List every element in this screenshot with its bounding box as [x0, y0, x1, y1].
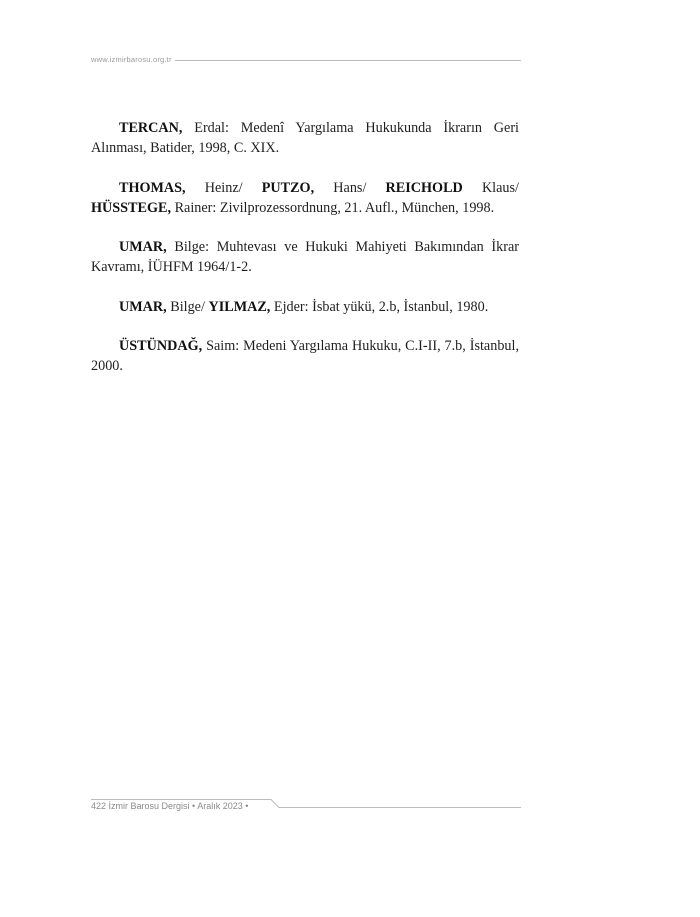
citation-text: Ejder: İsbat yükü, 2.b, İstanbul, 1980. — [270, 298, 489, 315]
citation-text: Saim: Medeni Yargılama Hukuku, C.I-II, 7.b, İstanbul, 2000. — [91, 338, 519, 374]
author-name: HÜSSTEGE, — [91, 199, 172, 216]
header-rule — [171, 60, 521, 61]
bibliography-entry — [91, 336, 519, 376]
author-name: PUTZO, — [261, 179, 315, 196]
citation-text: Hans/ — [314, 179, 386, 196]
bibliography-entry — [91, 178, 519, 218]
citation-text: Bilge/ — [166, 298, 209, 315]
footer-text: 422 İzmir Barosu Dergisi • Aralık 2023 • — [91, 801, 249, 811]
bibliography-entry — [91, 297, 519, 317]
citation-text: Klaus/ — [462, 179, 519, 196]
citation-text: Heinz/ — [185, 179, 262, 196]
page-footer — [91, 797, 521, 817]
author-name: THOMAS, — [119, 179, 186, 196]
header-url: www.izmirbarosu.org.tr — [91, 54, 175, 66]
page-header — [91, 54, 521, 66]
citation-text: Bilge: Muhtevası ve Hukuki Mahiyeti Bakımından İkrar Kavramı, İÜHFM 1964/1-2. — [91, 239, 519, 275]
bibliography-entry — [91, 118, 519, 158]
bibliography-list — [91, 118, 519, 396]
author-name: UMAR, — [119, 239, 167, 255]
citation-text: Rainer: Zivilprozessordnung, 21. Aufl., München, 1998. — [171, 199, 495, 216]
author-name: ÜSTÜNDAĞ, — [119, 338, 203, 354]
author-name: UMAR, — [119, 298, 167, 315]
author-name: TERCAN, — [119, 120, 183, 136]
citation-text: Erdal: Medenî Yargılama Hukukunda İkrarın Geri Alınması, Batider, 1998, C. XIX. — [91, 120, 519, 156]
author-name: YILMAZ, — [208, 298, 271, 315]
bibliography-entry — [91, 237, 519, 277]
author-name: REICHOLD — [385, 179, 463, 196]
